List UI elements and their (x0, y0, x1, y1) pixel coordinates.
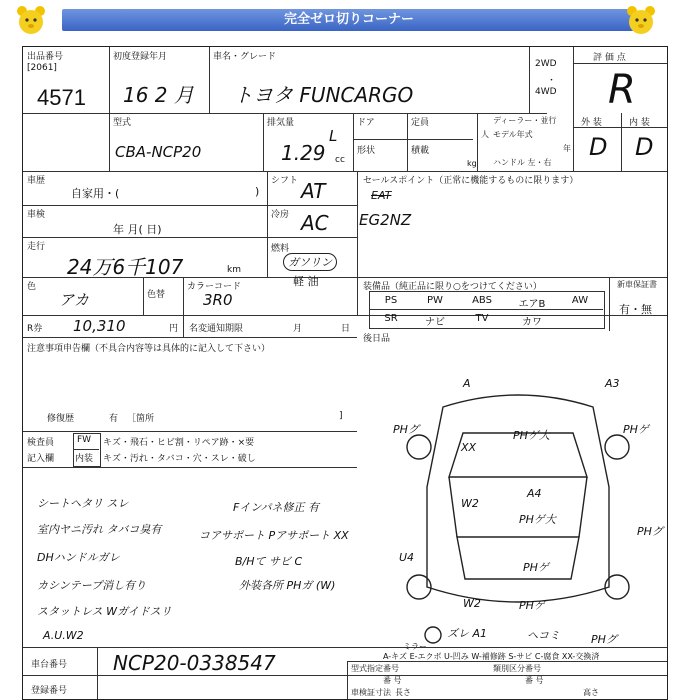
drive-2wd: 2WD (535, 59, 557, 69)
type-cert-label: 型式指定番号 (351, 664, 399, 673)
recycle-unit: 円 (169, 324, 179, 334)
displacement-unit-l: L (329, 127, 338, 145)
capacity-label: 定員 (411, 118, 430, 128)
recolor-label: 色替 (147, 290, 166, 300)
first-registration-value: 16 2 月 (123, 83, 194, 107)
interior-check-label: 内装 (75, 454, 94, 464)
exterior-label: 外 装 (581, 118, 602, 128)
sales-point-label: セールスポイント（正常に機能するものに限ります） (363, 176, 579, 186)
new-warranty-label: 新車保証書 (617, 280, 657, 289)
lot-sub-number: [2061] (27, 63, 57, 73)
repair-place-close: ] (339, 411, 343, 421)
damage-mark: PHグ (637, 525, 663, 538)
color-value: アカ (59, 291, 89, 309)
person-unit: 人 (481, 130, 489, 139)
equip-ps: PS (384, 295, 398, 306)
color-code-value: 3R0 (203, 291, 233, 309)
fuel-label: 燃料 (271, 244, 290, 254)
handle-label: ハンドル 左・右 (493, 158, 552, 167)
repair-history-label: 修復歴 (47, 414, 75, 424)
sales-point-line2: EG2NZ (359, 211, 412, 229)
fw-label: FW (77, 435, 92, 445)
displacement-value: 1.29 (281, 141, 326, 165)
new-warranty-value: 有・無 (619, 303, 652, 316)
damage-mark: ミラー (403, 642, 427, 651)
damage-mark: PHグ (393, 423, 419, 436)
repair-place-label: ［箇所 (127, 414, 155, 424)
damage-mark: W2 (463, 597, 481, 610)
damage-mark: PHゲ大 (519, 513, 556, 526)
color-code-label: カラーコード (187, 282, 242, 292)
mileage-value: 24万6千107 (67, 255, 184, 279)
exterior-grade: D (589, 133, 608, 161)
car-name-value: トヨタ FUNCARGO (233, 83, 414, 107)
recycle-label: R券 (27, 324, 43, 334)
shift-label: シフト (271, 176, 299, 186)
damage-mark: PHグ (591, 633, 617, 646)
displacement-label: 排気量 (267, 118, 295, 128)
damage-legend: A-キズ E-エクボ U-凹み W-補修跡 S-サビ C-腐食 XX-交換済 (383, 652, 600, 661)
displacement-unit-cc: cc (335, 155, 345, 165)
equip-leather: カワ (522, 317, 542, 328)
remark-line-2: 室内ヤニ汚れ タバコ臭有 (37, 523, 162, 536)
ac-label: 冷房 (271, 210, 290, 220)
notice-label: 注意事項申告欄（不具合内容等は具体的に記入して下さい） (27, 344, 271, 354)
header-banner (0, 0, 700, 42)
name-change-label: 名変通知期限 (189, 324, 244, 334)
usage-close: ) (255, 185, 260, 198)
equip-airbag: エアB (518, 299, 546, 310)
interior-grade: D (635, 133, 654, 161)
damage-mark: ズレ A1 (447, 627, 488, 640)
usage-value: 自家用・( (71, 187, 120, 200)
inspection-value: 年 月( 日) (113, 223, 162, 236)
model-year-label: モデル年式 (493, 130, 533, 139)
remark-line-5: スタットレス Wガイドスリ (37, 605, 172, 618)
auction-sheet (22, 46, 668, 700)
rear-items-label: 後日品 (363, 334, 391, 344)
fuel-option: 軽 油 (293, 275, 319, 288)
record-label: 記入欄 (27, 454, 55, 464)
recycle-value: 10,310 (73, 317, 126, 335)
length-label: 長さ (395, 688, 411, 697)
remark-line-3: DHハンドルガレ (37, 551, 120, 564)
remark-right-1: Fインパネ修正 有 (233, 501, 320, 514)
door-label: ドア (357, 118, 375, 128)
damage-mark: XX (461, 441, 477, 454)
repair-history-value: 有 (109, 414, 119, 424)
load-label: 積載 (411, 146, 430, 156)
remark-right-3: B/Hて サビ C (235, 555, 303, 568)
height-label: 高さ (583, 688, 599, 697)
chassis-number-value: NCP20-0338547 (113, 651, 276, 675)
remark-line-6: A.U.W2 (43, 629, 84, 642)
fuel-value: ガソリン (283, 253, 337, 271)
drive-4wd: 4WD (535, 87, 557, 97)
grade-label: 評 価 点 (593, 53, 626, 63)
lot-number: 4571 (37, 85, 86, 110)
model-value: CBA-NCP20 (115, 143, 202, 161)
remark-line-4: カシンテープ消し有り (37, 579, 147, 592)
banner-title: 完全ゼロ切りコーナー (62, 9, 636, 31)
equip-aw: AW (571, 295, 589, 306)
shift-value: AT (301, 179, 326, 203)
equip-pw: PW (427, 295, 443, 306)
remark-line-1: シートヘタリ スレ (37, 497, 129, 510)
equipment-label: 装備品（純正品に限り○をつけてください） (363, 282, 542, 292)
chassis-number-label: 車台番号 (31, 660, 68, 670)
damage-mark: PHゲ (523, 561, 549, 574)
equip-tv: TV (475, 313, 489, 324)
year-unit: 年 (563, 144, 571, 153)
dealer-label: ディーラー・並行 (493, 116, 557, 125)
remark-right-4: 外装各所 PHガ (W) (239, 579, 336, 592)
damage-mark: PHゲ (623, 423, 649, 436)
equip-sr: SR (384, 313, 398, 324)
registration-number-label: 登録番号 (31, 686, 68, 696)
grade-value: R (608, 67, 636, 113)
fw-items: キズ・飛石・ヒビ割・リペア跡・×要 (103, 438, 255, 448)
color-label: 色 (27, 282, 37, 292)
usage-label: 車歴 (27, 176, 46, 186)
drive-dot: ・ (547, 76, 557, 86)
bear-mascot-icon (624, 4, 658, 36)
class-number-label: 類別区分番号 (493, 664, 541, 673)
interior-items: キズ・汚れ・タバコ・穴・スレ・破し (103, 454, 256, 464)
interior-label: 内 装 (629, 118, 650, 128)
sales-point-line1: EAT (371, 189, 392, 202)
ac-value: AC (301, 211, 329, 235)
mileage-unit: km (227, 265, 241, 275)
remark-right-2: コアサポート Pアサポート XX (199, 529, 349, 542)
type-cert-sub: 番 号 (383, 676, 402, 685)
bear-mascot-icon (14, 4, 48, 36)
equip-abs: ABS (472, 295, 492, 306)
name-change-month: 月 (293, 324, 303, 334)
inspector-label: 検査員 (27, 438, 55, 448)
damage-mark: U4 (399, 551, 415, 564)
mileage-label: 走行 (27, 242, 46, 252)
lot-number-label: 出品番号 (27, 52, 64, 62)
class-number-sub: 番 号 (525, 676, 544, 685)
damage-mark: A (463, 377, 471, 390)
car-name-label: 車名・グレード (213, 52, 277, 62)
damage-mark: A3 (605, 377, 620, 390)
equip-navi: ナビ (425, 317, 445, 328)
inspection-label: 車検 (27, 210, 46, 220)
load-unit: kg (467, 159, 477, 168)
first-registration-label: 初度登録年月 (113, 52, 168, 62)
damage-mark: A4 (527, 487, 542, 500)
damage-mark: W2 (461, 497, 479, 510)
damage-mark: PHゲ (519, 599, 545, 612)
damage-mark: PHゲ大 (513, 429, 550, 442)
damage-mark: ヘコミ (527, 629, 560, 642)
name-change-day: 日 (341, 324, 351, 334)
shape-label: 形状 (357, 146, 376, 156)
model-label: 型式 (113, 118, 132, 128)
dimensions-label: 車検証寸法 (351, 688, 391, 697)
